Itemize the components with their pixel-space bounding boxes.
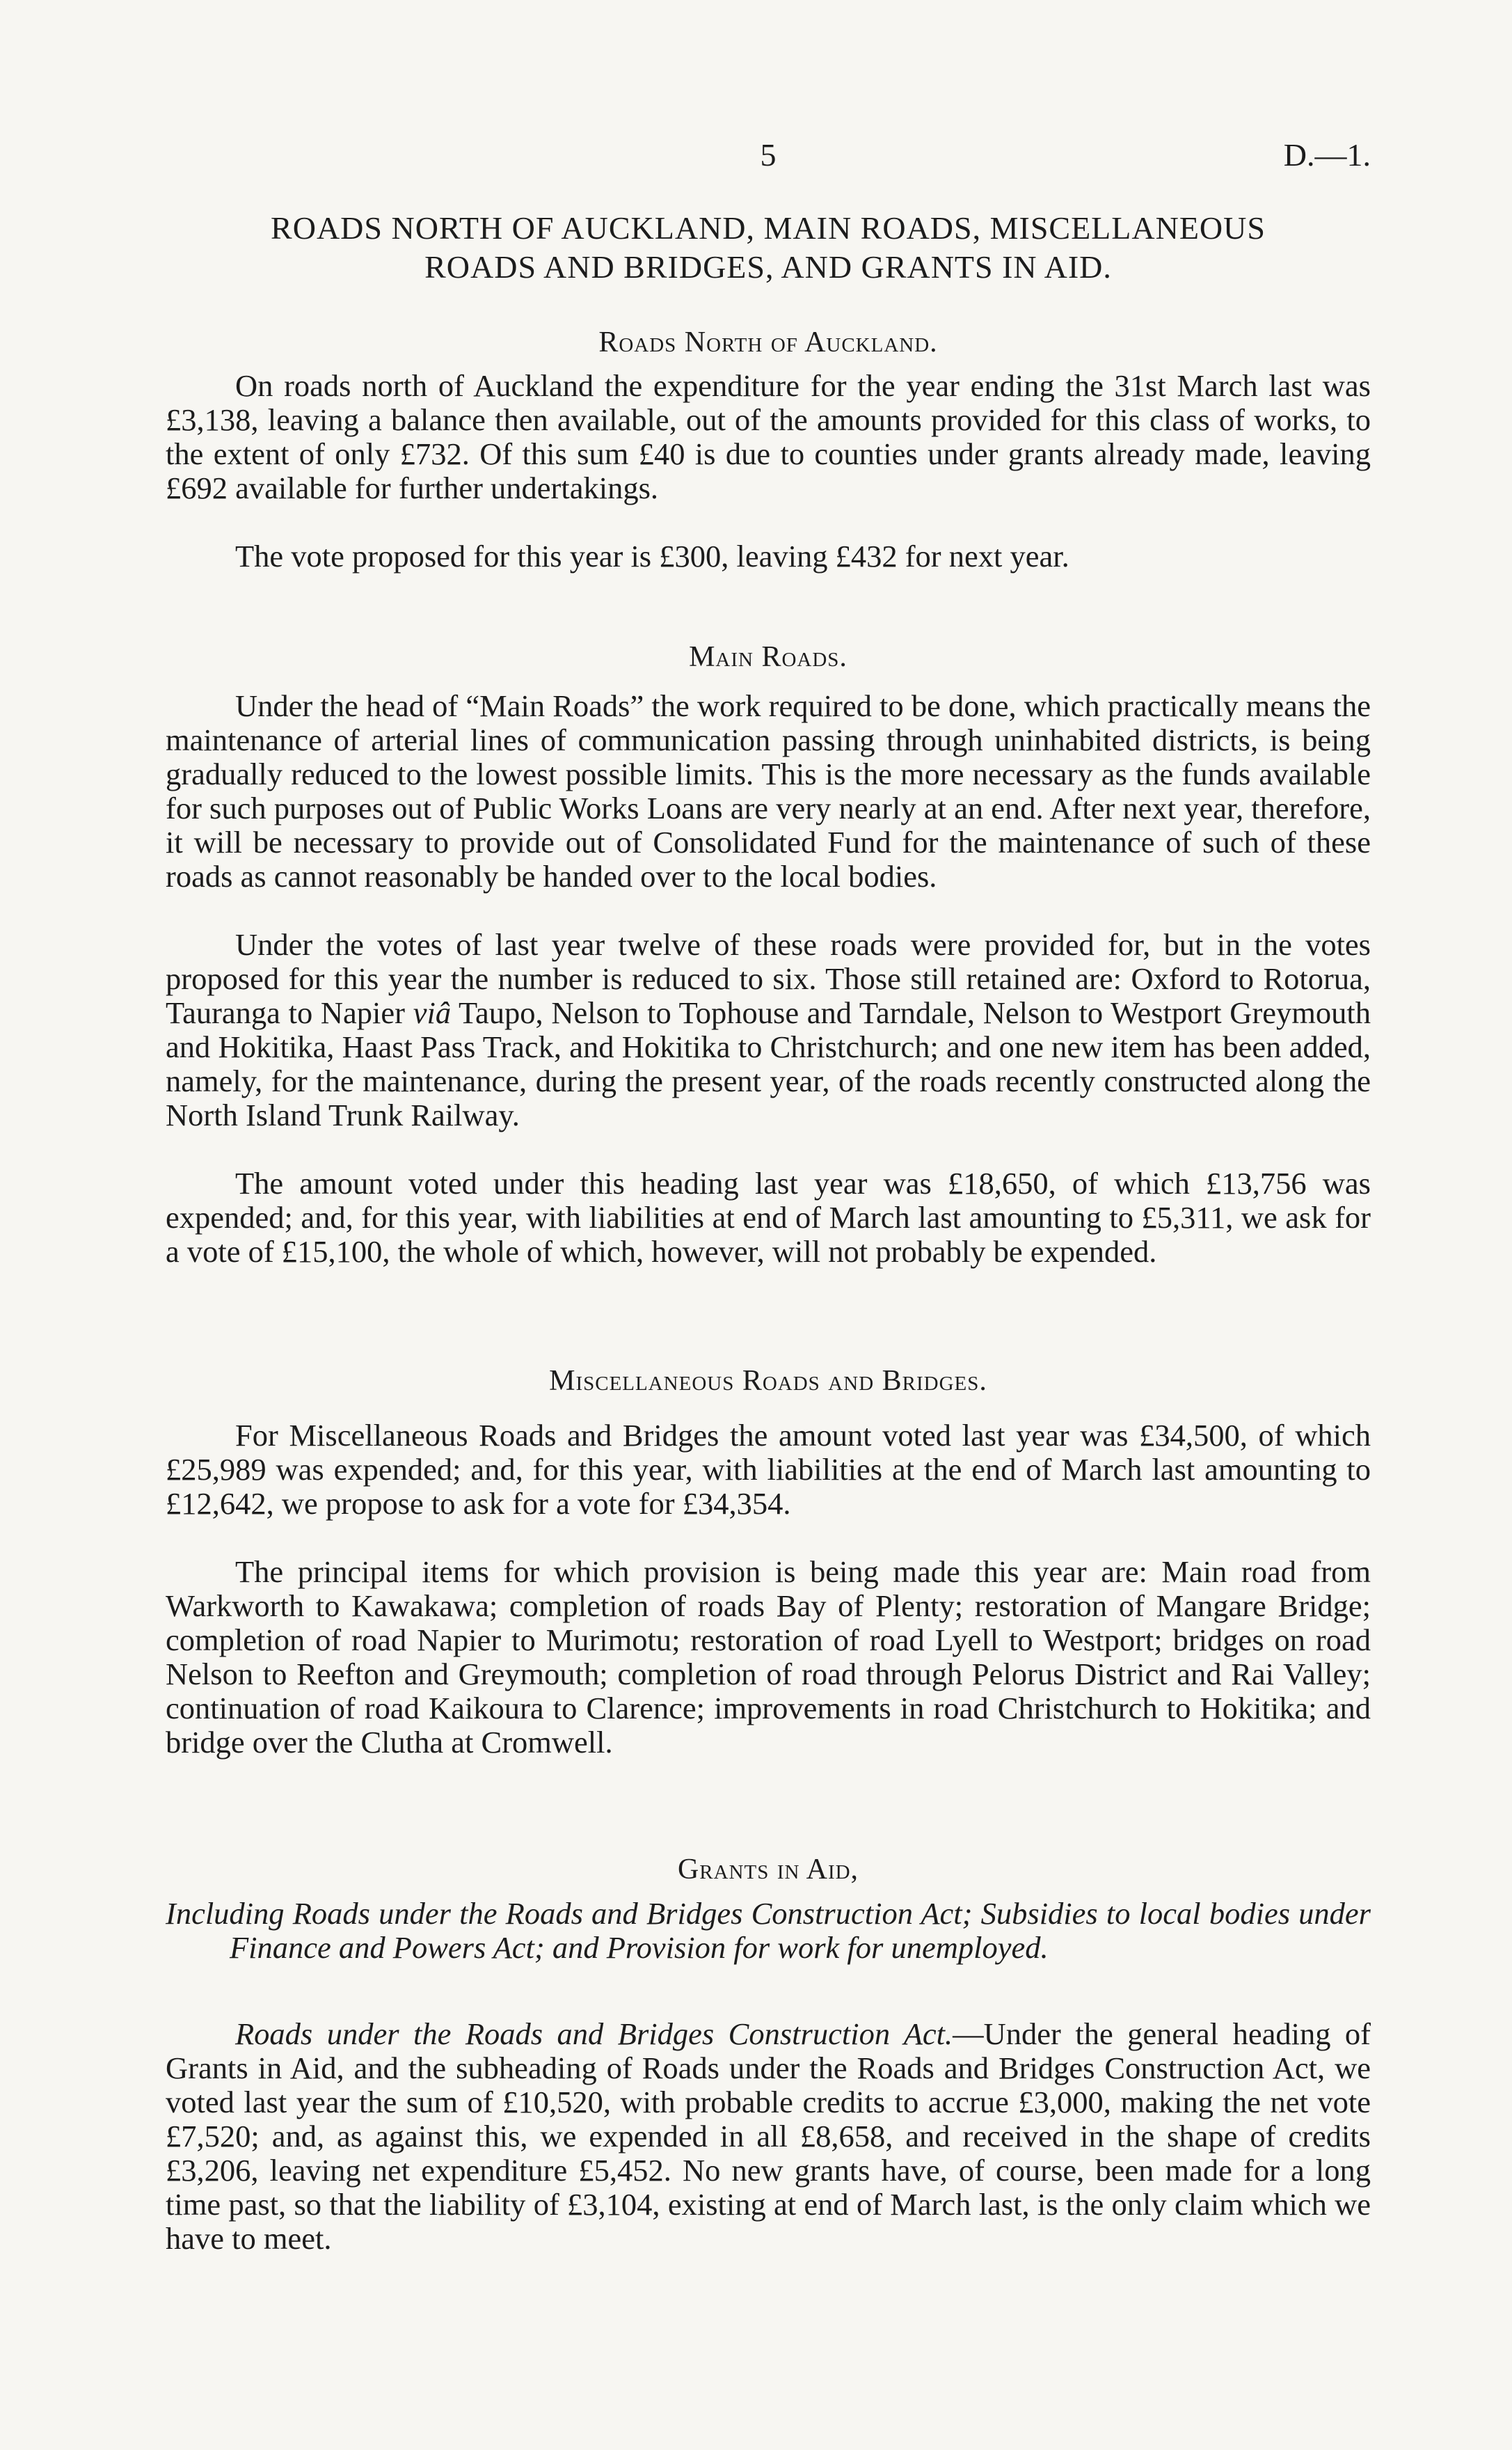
grants-subtitle: Including Roads under the Roads and Bridges Construction Act; Subsidies to local bodies under Finance and Powers Act; and Provision for work for unemployed. xyxy=(166,1896,1371,1965)
paragraph-main-roads-2 xyxy=(166,928,1371,1132)
via-italic: viâ xyxy=(413,995,452,1030)
main-title-line-2: ROADS AND BRIDGES, AND GRANTS IN AID. xyxy=(424,249,1112,285)
section-title-roads-north: Roads North of Auckland. xyxy=(598,326,938,358)
paragraph-main-roads-2-part-a: Under the votes of last year twelve of these roads were provided for, but in the votes proposed for this year the number is reduced to six. Those still retained are: Oxford to Rotorua, Tauranga to Napier xyxy=(166,927,1371,1030)
paragraph-main-roads-1: Under the head of “Main Roads” the work required to be done, which practically means the maintenance of arterial lines of communication passing through uninhabited districts, is being gradually reduced to the lowest possible limits. This is the more necessary as the funds available for such purposes out of Public Works Loans are very nearly at an end. After next year, therefore, it will be necessary to provide out of Consolidated Fund for the maintenance of such of these roads as cannot reasonably be handed over to the local bodies. xyxy=(166,688,1371,894)
paragraph-roads-north-2: The vote proposed for this year is £300, leaving £432 for next year. xyxy=(235,539,1069,574)
page-number: 5 xyxy=(760,137,777,173)
paragraph-main-roads-2-part-b: Taupo, Nelson to Tophouse and Tarndale, Nelson to Westport Greymouth and Hokitika, Haast Pass Track, and Hokitika to Christchurch; and one new item has been added, namely, for the maintenance, during the present year, of the roads recently constructed along the North Island Trunk Railway. xyxy=(166,995,1371,1132)
paragraph-grants-1 xyxy=(166,2017,1371,2256)
section-title-grants: Grants in Aid, xyxy=(677,1854,859,1886)
paragraph-misc-roads-2: The principal items for which provision is being made this year are: Main road from Warkworth to Kawakawa; completion of roads Bay of Plenty; restoration of Mangare Bridge; completion of road Napier to Murimotu; restoration of road Lyell to Westport; bridges on road Nelson to Reefton and Greymouth; completion of road through Pelorus District and Rai Valley; continuation of road Kaikoura to Clarence; improvements in road Christchurch to Hokitika; and bridge over the Clutha at Cromwell. xyxy=(166,1554,1371,1760)
main-title-line-1: ROADS NORTH OF AUCKLAND, MAIN ROADS, MISCELLANEOUS xyxy=(271,210,1266,246)
paragraph-grants-1-rest: —Under the general heading of Grants in Aid, and the subheading of Roads under the Roads and Bridges Construction Act, we voted last year the sum of £10,520, with probable credits to accrue £3,000, making the net vote £7,520; and, as against this, we expended in all £8,658, and received in the shape of credits £3,206, leaving net expenditure £5,452. No new grants have, of course, been made for a long time past, so that the liability of £3,104, existing at end of March last, is the only claim which we have to meet. xyxy=(166,2016,1371,2256)
paragraph-misc-roads-1: For Miscellaneous Roads and Bridges the amount voted last year was £34,500, of which £25,989 was expended; and, for this year, with liabilities at the end of March last amounting to £12,642, we propose to ask for a vote for £34,354. xyxy=(166,1418,1371,1521)
paragraph-main-roads-3: The amount voted under this heading last year was £18,650, of which £13,756 was expended; and, for this year, with liabilities at end of March last amounting to £5,311, we ask for a vote of £15,100, the whole of which, however, will not probably be expended. xyxy=(166,1166,1371,1269)
section-title-main-roads: Main Roads. xyxy=(689,641,847,673)
document-reference: D.—1. xyxy=(1283,137,1371,173)
paragraph-roads-north-1: On roads north of Auckland the expenditure for the year ending the 31st March last was £3,138, leaving a balance then available, out of the amounts provided for this class of works, to the extent of only £732. Of this sum £40 is due to counties under grants already made, leaving £692 available for further undertakings. xyxy=(166,368,1371,505)
paragraph-grants-1-lead: Roads under the Roads and Bridges Construction Act. xyxy=(235,2016,953,2051)
section-title-misc-roads: Miscellaneous Roads and Bridges. xyxy=(549,1365,987,1397)
page-header xyxy=(166,136,1371,178)
main-title xyxy=(166,209,1371,287)
